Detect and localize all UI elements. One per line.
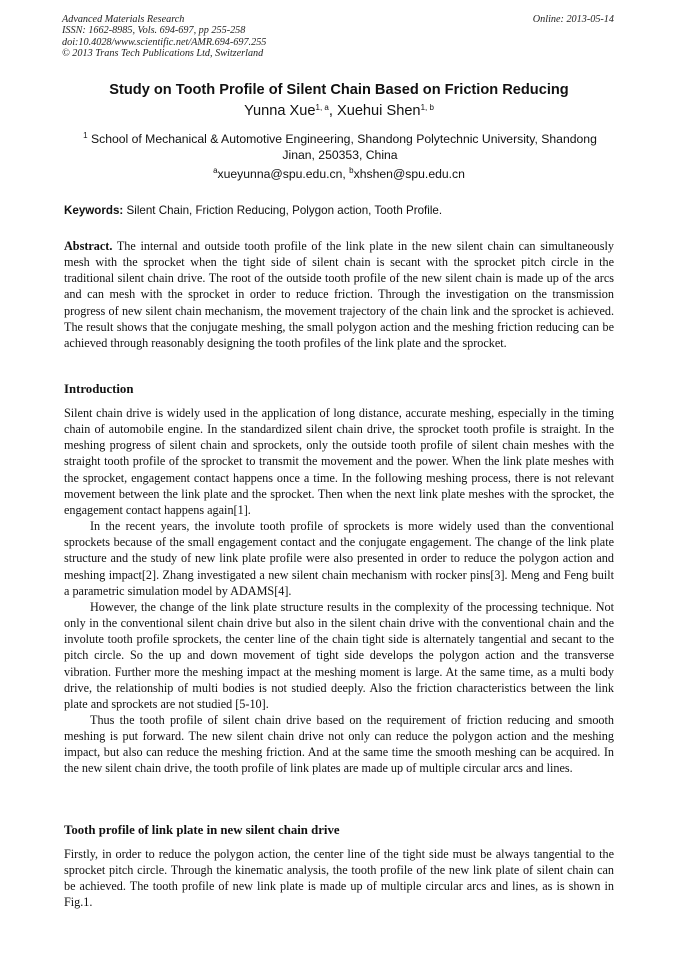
abstract-text: The internal and outside tooth profile of the link plate in the new silent chain can simultaneously mesh with the sprocket when the tight side of silent chain is secant with the sprocket pitch circle in the traditional silent chain drive. The root of the outside tooth profile of the new silent chain is made up of the arcs and can mesh with the sprocket in order to reduce friction. Through the investigation on the transmission progress of new silent chain mechanism, the movement trajectory of the chain link and the sprocket is achieved. The result shows that the conjugate meshing, the small polygon action and the meshing friction reducing can be achieved through reasonably designing the tooth profiles of the link plate and the sprocket. [64, 239, 614, 350]
email-1-mark: a [213, 166, 218, 175]
issn-line: ISSN: 1662-8985, Vols. 694-697, pp 255-258 [62, 25, 246, 37]
email-2-mark: b [349, 166, 354, 175]
copyright-line: © 2013 Trans Tech Publications Ltd, Switzerland [62, 47, 264, 59]
journal-name: Advanced Materials Research [62, 14, 185, 25]
keywords-text: Silent Chain, Friction Reducing, Polygon action, Tooth Profile. [126, 204, 443, 217]
introduction-heading: Introduction [64, 382, 134, 396]
author-2: Xuehui Shen [336, 103, 421, 119]
intro-paragraph-4: Thus the tooth profile of silent chain drive based on the requirement of friction reducing and smooth meshing is put forward. The new silent chain drive not only can reduce the polygon action and the meshing impact, but also can reduce the meshing friction. And at the same time the smooth meshing can be acquired. In the new silent chain drive, the tooth profile of link plates are made up of multiple circular arcs and lines. [64, 712, 614, 776]
author-1-affil: 1, a [315, 103, 329, 112]
tooth-profile-heading: Tooth profile of link plate in new silent chain drive [64, 823, 340, 837]
affiliation-text: School of Mechanical & Automotive Engineering, Shandong Polytechnic University, Shandong Jinan, 250353, China [90, 132, 597, 162]
keywords-label: Keywords: [64, 204, 124, 217]
abstract-label: Abstract. [64, 239, 113, 253]
author-line [0, 103, 678, 119]
intro-paragraph-3: However, the change of the link plate structure results in the complexity of the processing technique. Not only in the conventional silent chain drive but also in the silent chain drive with the conventional chain and the involute tooth profile sprockets, the center line of the chain tight side is alternately tangential and secant to the pitch circle. So the up and down movement of tight side develops the polygon action and the transverse vibration. Further more the meshing impact at the meshing moment is large. At the same time, as a multi body drive, the relationship of multi bodies is not studied deeply. Also the friction characteristics between the link plate and sprockets are not studied [5-10]. [64, 599, 614, 711]
intro-paragraph-2: In the recent years, the involute tooth profile of sprockets is more widely used than the conventional sprockets because of the small engagement contact and the conjugate engagement. The change of the link plate structure and the study of new link plate profile were also presented in order to reduce the polygon action and meshing impact[2]. Zhang investigated a new silent chain mechanism with rocker pins[3]. Meng and Feng built a parametric simulation model by ADAMS[4]. [64, 519, 614, 598]
tooth-profile-section [64, 846, 614, 911]
email-2: xhshen@spu.edu.cn [353, 167, 465, 181]
paper-title: Study on Tooth Profile of Silent Chain Based on Friction Reducing [109, 82, 569, 98]
introduction-section [64, 405, 614, 777]
affiliation-number: 1 [83, 131, 88, 140]
tooth-paragraph-1: Firstly, in order to reduce the polygon action, the center line of the tight side must be always tangential to the sprocket pitch circle. Through the kinematic analysis, the tooth profile of the new link plate of silent chain can be achieved. The tooth profile of new link plate is made up of multiple circular arcs and lines, as is shown in Fig.1. [64, 847, 614, 910]
email-line [0, 167, 678, 181]
author-1: Yunna Xue [244, 103, 316, 119]
intro-paragraph-1: Silent chain drive is widely used in the application of long distance, accurate meshing, especially in the timing chain of automobile engine. In the standardized silent chain drive, the sprocket tooth profile is straight. In the meshing progress of silent chain and sprockets, only the outside tooth profile of silent chain meshes with the straight tooth profile of the sprocket to transmit the movement and the power. When the link plate meshes with the sprocket, engagement contact happens once a time. In the following meshing process, there is not relevant movement between the link plate and the sprocket. Then when the next link plate meshes with the sprocket, the engagement contact happens again[1]. [64, 406, 614, 517]
online-date: Online: 2013-05-14 [532, 14, 614, 25]
author-separator: , [328, 103, 337, 119]
abstract [64, 238, 614, 351]
author-2-affil: 1, b [420, 103, 434, 112]
email-1: xueyunna@spu.edu.cn, [217, 167, 350, 181]
journal-header [62, 14, 266, 59]
affiliation [70, 131, 610, 163]
keywords [64, 204, 442, 217]
doi-line: doi:10.4028/www.scientific.net/AMR.694-697.255 [62, 36, 267, 48]
